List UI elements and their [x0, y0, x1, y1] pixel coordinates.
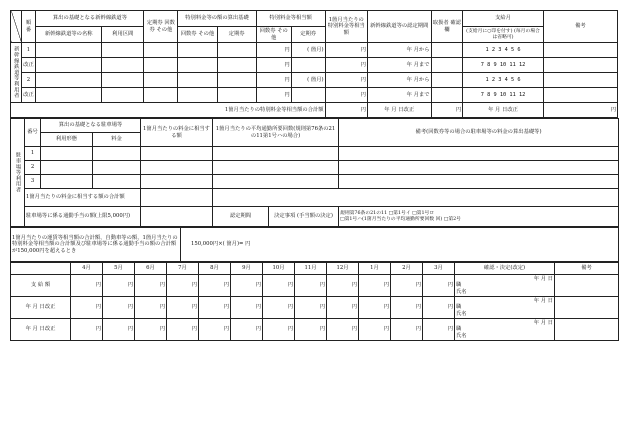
cell-teiki[interactable] — [144, 58, 178, 73]
h-tokubetsu-top: 特別料金等の額の算出基礎 — [178, 11, 256, 27]
cell-teiki[interactable] — [144, 43, 178, 58]
p-row-no: 3 — [25, 175, 41, 189]
row-no: 2 — [21, 73, 36, 88]
cell-kaisu[interactable] — [178, 88, 217, 103]
months-row2[interactable]: 7 8 9 10 11 12 — [463, 58, 544, 73]
m-yen[interactable]: 円 — [327, 275, 359, 297]
h-kiso: 算出の基礎となる駐車場等 — [41, 119, 141, 133]
m-yen[interactable]: 円 — [167, 275, 199, 297]
m-yen[interactable]: 円 — [263, 319, 295, 341]
h-soto-kaisu: 回数券 その他 — [256, 27, 291, 43]
cell-nintei-to: 年 月まで — [367, 88, 431, 103]
m-head-kakunin: 確認・決定(改定) — [455, 263, 555, 275]
m-head: 5月 — [103, 263, 135, 275]
cell-soto-kaisu: 円 — [256, 88, 291, 103]
total-en3: 円 — [543, 103, 617, 118]
cell-name[interactable] — [36, 73, 102, 88]
m-head: 3月 — [423, 263, 455, 275]
m-date: 年 月 日 — [533, 298, 553, 305]
cell-soto-teiki — [291, 58, 325, 73]
m-yen[interactable]: 円 — [263, 297, 295, 319]
monthly-table — [10, 262, 619, 341]
h-shikyu-sub: (支給月に○印を付す) (毎月の場合は省略可) — [463, 27, 544, 43]
corner-cell — [11, 11, 22, 43]
p-soto[interactable] — [141, 161, 213, 175]
cell-kukan[interactable] — [102, 73, 144, 88]
row-kaisei: 改正 — [21, 88, 36, 103]
m-head: 6月 — [135, 263, 167, 275]
months-row1[interactable]: 1 2 3 4 5 6 — [463, 73, 544, 88]
total-en2: 円 — [431, 103, 463, 118]
cell-kaisu[interactable] — [178, 58, 217, 73]
cell-teikiken[interactable] — [217, 88, 256, 103]
total-en: 円 — [325, 103, 367, 118]
m-yen[interactable]: 円 — [423, 297, 455, 319]
h-no: 番号 — [25, 119, 41, 147]
h-kiso-top: 算出の基礎となる新幹線鉄道等 — [36, 11, 144, 27]
m-yen[interactable]: 円 — [199, 275, 231, 297]
m-shimei: 氏名 — [456, 288, 467, 295]
m-head: 8月 — [199, 263, 231, 275]
side-label-parking: 駐車場等利用者 — [11, 119, 25, 227]
h-teikiken: 定期券 — [217, 27, 256, 43]
cell-teikiken[interactable] — [217, 58, 256, 73]
commute-allowance-form — [10, 10, 618, 430]
h-teiki: 定期券 回数券 その他 — [144, 11, 178, 43]
cell-nintei-from: 年 月から — [367, 43, 431, 58]
cell-teiki[interactable] — [144, 88, 178, 103]
h-junban: 順 番 — [21, 11, 36, 43]
side-label-shinkansen: 新幹線鉄道等利用者 — [11, 43, 22, 103]
parking-table — [10, 118, 619, 227]
shinkansen-table — [10, 10, 618, 118]
m-head: 4月 — [71, 263, 103, 275]
p-teate-label: 駐車場等に係る通勤手当の額(上限5,000円) — [25, 207, 141, 227]
cell-kukan[interactable] — [102, 43, 144, 58]
p-heikin[interactable] — [213, 161, 339, 175]
p-kettei-label: 決定事項 (手当額の決定) — [269, 207, 339, 227]
cell-kukan[interactable] — [102, 88, 144, 103]
m-yen[interactable]: 円 — [199, 319, 231, 341]
m-yen[interactable]: 円 — [135, 319, 167, 341]
h-kaisuken: 回数券 その他 — [178, 27, 217, 43]
h-ryokin: 料金 — [93, 133, 141, 147]
m-yen[interactable]: 円 — [167, 297, 199, 319]
cell-kukan[interactable] — [102, 58, 144, 73]
limit-formula: 150,000円×( 箇月)= 円 — [191, 241, 251, 248]
cell-biko[interactable] — [543, 43, 617, 58]
p-ryokin[interactable] — [93, 175, 141, 189]
row-kaisei: 改正 — [21, 58, 36, 73]
m-date: 年 月 日 — [533, 320, 553, 327]
m-head: 9月 — [231, 263, 263, 275]
m-kakunin[interactable] — [455, 319, 555, 341]
m-yen[interactable]: 円 — [71, 319, 103, 341]
cell-ikkagetsu: 円 — [325, 43, 367, 58]
cell-name[interactable] — [36, 58, 102, 73]
cell-kaisu[interactable] — [178, 43, 217, 58]
cell-biko[interactable] — [543, 88, 617, 103]
m-yen[interactable]: 円 — [423, 275, 455, 297]
m-yen[interactable]: 円 — [295, 319, 327, 341]
p-row-no: 1 — [25, 147, 41, 161]
cell-teikiken[interactable] — [217, 43, 256, 58]
p-sum-value[interactable] — [141, 189, 213, 207]
m-shoku: 職 — [456, 282, 462, 289]
m-head: 2月 — [391, 263, 423, 275]
m-kakunin[interactable] — [455, 275, 555, 297]
cell-soto-teiki: ( 箇月) — [291, 43, 325, 58]
p-keitai[interactable] — [41, 147, 93, 161]
total-label — [11, 103, 326, 118]
m-kakunin[interactable] — [455, 297, 555, 319]
h-soto-top: 特別料金等相当額 — [256, 11, 325, 27]
m-row-label: 年 月 日改正 — [11, 319, 71, 341]
m-yen[interactable]: 円 — [103, 275, 135, 297]
cell-kaisu[interactable] — [178, 73, 217, 88]
m-yen[interactable]: 円 — [71, 297, 103, 319]
row-no: 1 — [21, 43, 36, 58]
m-yen[interactable]: 円 — [327, 319, 359, 341]
m-yen[interactable]: 円 — [263, 275, 295, 297]
p-keitai[interactable] — [41, 161, 93, 175]
h-riyo-kukan: 利用区間 — [102, 27, 144, 43]
months-row2[interactable]: 7 8 9 10 11 12 — [463, 88, 544, 103]
p-kettei-options[interactable] — [339, 207, 619, 227]
m-biko[interactable] — [555, 297, 619, 319]
m-yen[interactable]: 円 — [103, 319, 135, 341]
m-date: 年 月 日 — [533, 276, 553, 283]
m-yen[interactable]: 円 — [359, 275, 391, 297]
m-yen[interactable]: 円 — [167, 319, 199, 341]
h-keitai: 利用形態 — [41, 133, 93, 147]
p-sum-label: 1箇月当たりの料金に相当する額の合計額 — [25, 189, 141, 207]
p-kettei-line1: 規則第76条の21の11 □第1号イ □第1号ロ — [340, 210, 435, 216]
m-yen[interactable]: 円 — [135, 297, 167, 319]
m-shoku: 職 — [456, 304, 462, 311]
total-date2: 年 月 日改正 — [463, 103, 544, 118]
cell-ikkagetsu: 円 — [325, 73, 367, 88]
cell-nintei-from: 年 月から — [367, 73, 431, 88]
p-ryokin[interactable] — [93, 147, 141, 161]
p-sum-blank — [213, 189, 619, 207]
cell-soto-kaisu: 円 — [256, 73, 291, 88]
m-yen[interactable]: 円 — [391, 275, 423, 297]
cell-teikiken[interactable] — [217, 73, 256, 88]
m-head: 10月 — [263, 263, 295, 275]
h-nintei: 新幹線鉄道等の認定期間 — [367, 11, 431, 43]
cell-biko[interactable] — [543, 58, 617, 73]
m-head: 11月 — [295, 263, 327, 275]
m-yen[interactable]: 円 — [295, 297, 327, 319]
h-kiso-sub: 新幹線鉄道等の名称 — [36, 27, 102, 43]
cell-biko[interactable] — [543, 73, 617, 88]
limit-table — [10, 227, 619, 262]
m-head: 7月 — [167, 263, 199, 275]
p-biko[interactable] — [339, 147, 619, 161]
h-shikyu-top: 支給月 — [463, 11, 544, 27]
p-nintei-label: 認定期間 — [213, 207, 269, 227]
m-yen[interactable]: 円 — [391, 319, 423, 341]
h-soto-teiki: 定期券 — [291, 27, 325, 43]
limit-formula-cell[interactable] — [181, 228, 619, 262]
cell-soto-teiki: ( 箇月) — [291, 73, 325, 88]
m-yen[interactable]: 円 — [231, 319, 263, 341]
m-yen[interactable]: 円 — [391, 297, 423, 319]
cell-teiki[interactable] — [144, 73, 178, 88]
h-heikin: 1箇月当たりの平均通勤所要回数(規則第76条の21の11第1号ハの場合) — [213, 119, 339, 147]
h-biko2: 備考(回数券等の場合の駐車場等の料金の算出基礎等) — [339, 119, 619, 147]
cell-ikkagetsu: 円 — [325, 88, 367, 103]
cell-kakunin[interactable] — [431, 43, 463, 58]
cell-soto-kaisu: 円 — [256, 58, 291, 73]
p-keitai[interactable] — [41, 175, 93, 189]
p-soto[interactable] — [141, 147, 213, 161]
p-biko[interactable] — [339, 161, 619, 175]
m-yen[interactable]: 円 — [231, 275, 263, 297]
p-heikin[interactable] — [213, 175, 339, 189]
m-yen[interactable]: 円 — [359, 319, 391, 341]
total-label-text: 1箇月当たりの特別料金等相当額の合計額 — [224, 106, 324, 113]
p-biko[interactable] — [339, 175, 619, 189]
cell-nintei-to: 年 月まで — [367, 58, 431, 73]
m-yen[interactable]: 円 — [71, 275, 103, 297]
cell-name[interactable] — [36, 43, 102, 58]
h-soto: 1箇月当たりの料金に相当する額 — [141, 119, 213, 147]
p-heikin[interactable] — [213, 147, 339, 161]
p-kettei-line2: □第1号ハ(1箇月当たりの平均通勤所要回数 回) □第2号 — [340, 216, 461, 222]
m-yen[interactable]: 円 — [295, 275, 327, 297]
m-yen[interactable]: 円 — [423, 319, 455, 341]
h-kakunin: 取扱者 確認欄 — [431, 11, 463, 43]
cell-soto-teiki — [291, 88, 325, 103]
m-yen[interactable]: 円 — [103, 297, 135, 319]
m-row-label: 年 月 日改正 — [11, 297, 71, 319]
cell-kakunin[interactable] — [431, 73, 463, 88]
m-head: 12月 — [327, 263, 359, 275]
m-yen[interactable]: 円 — [327, 297, 359, 319]
m-yen[interactable]: 円 — [231, 297, 263, 319]
p-soto[interactable] — [141, 175, 213, 189]
m-biko[interactable] — [555, 319, 619, 341]
p-teate-value[interactable] — [141, 207, 213, 227]
m-head-biko: 備考 — [555, 263, 619, 275]
m-shimei: 氏名 — [456, 310, 467, 317]
m-corner — [11, 263, 71, 275]
m-row-label: 支 給 額 — [11, 275, 71, 297]
m-shoku: 職 — [456, 326, 462, 333]
cell-soto-kaisu: 円 — [256, 43, 291, 58]
p-row-no: 2 — [25, 161, 41, 175]
total-date: 年 月 日改正 — [367, 103, 431, 118]
cell-kakunin[interactable] — [431, 88, 463, 103]
m-shimei: 氏名 — [456, 332, 467, 339]
m-yen[interactable]: 円 — [135, 275, 167, 297]
m-biko[interactable] — [555, 275, 619, 297]
limit-note: 1箇月当たりの運賃等相当額の合計額、自動車等の額、1箇月当たりの特別料金等相当額の合計額及び駐車場等に係る通勤手当の額の合計額が150,000円を超えるとき — [11, 228, 181, 262]
p-ryokin[interactable] — [93, 161, 141, 175]
h-ikkagetsu: 1箇月当たりの特別料金等相当額 — [325, 11, 367, 43]
h-biko: 備考 — [543, 11, 617, 43]
cell-kakunin[interactable] — [431, 58, 463, 73]
m-yen[interactable]: 円 — [359, 297, 391, 319]
months-row1[interactable]: 1 2 3 4 5 6 — [463, 43, 544, 58]
m-yen[interactable]: 円 — [199, 297, 231, 319]
m-head: 1月 — [359, 263, 391, 275]
cell-name[interactable] — [36, 88, 102, 103]
cell-ikkagetsu: 円 — [325, 58, 367, 73]
